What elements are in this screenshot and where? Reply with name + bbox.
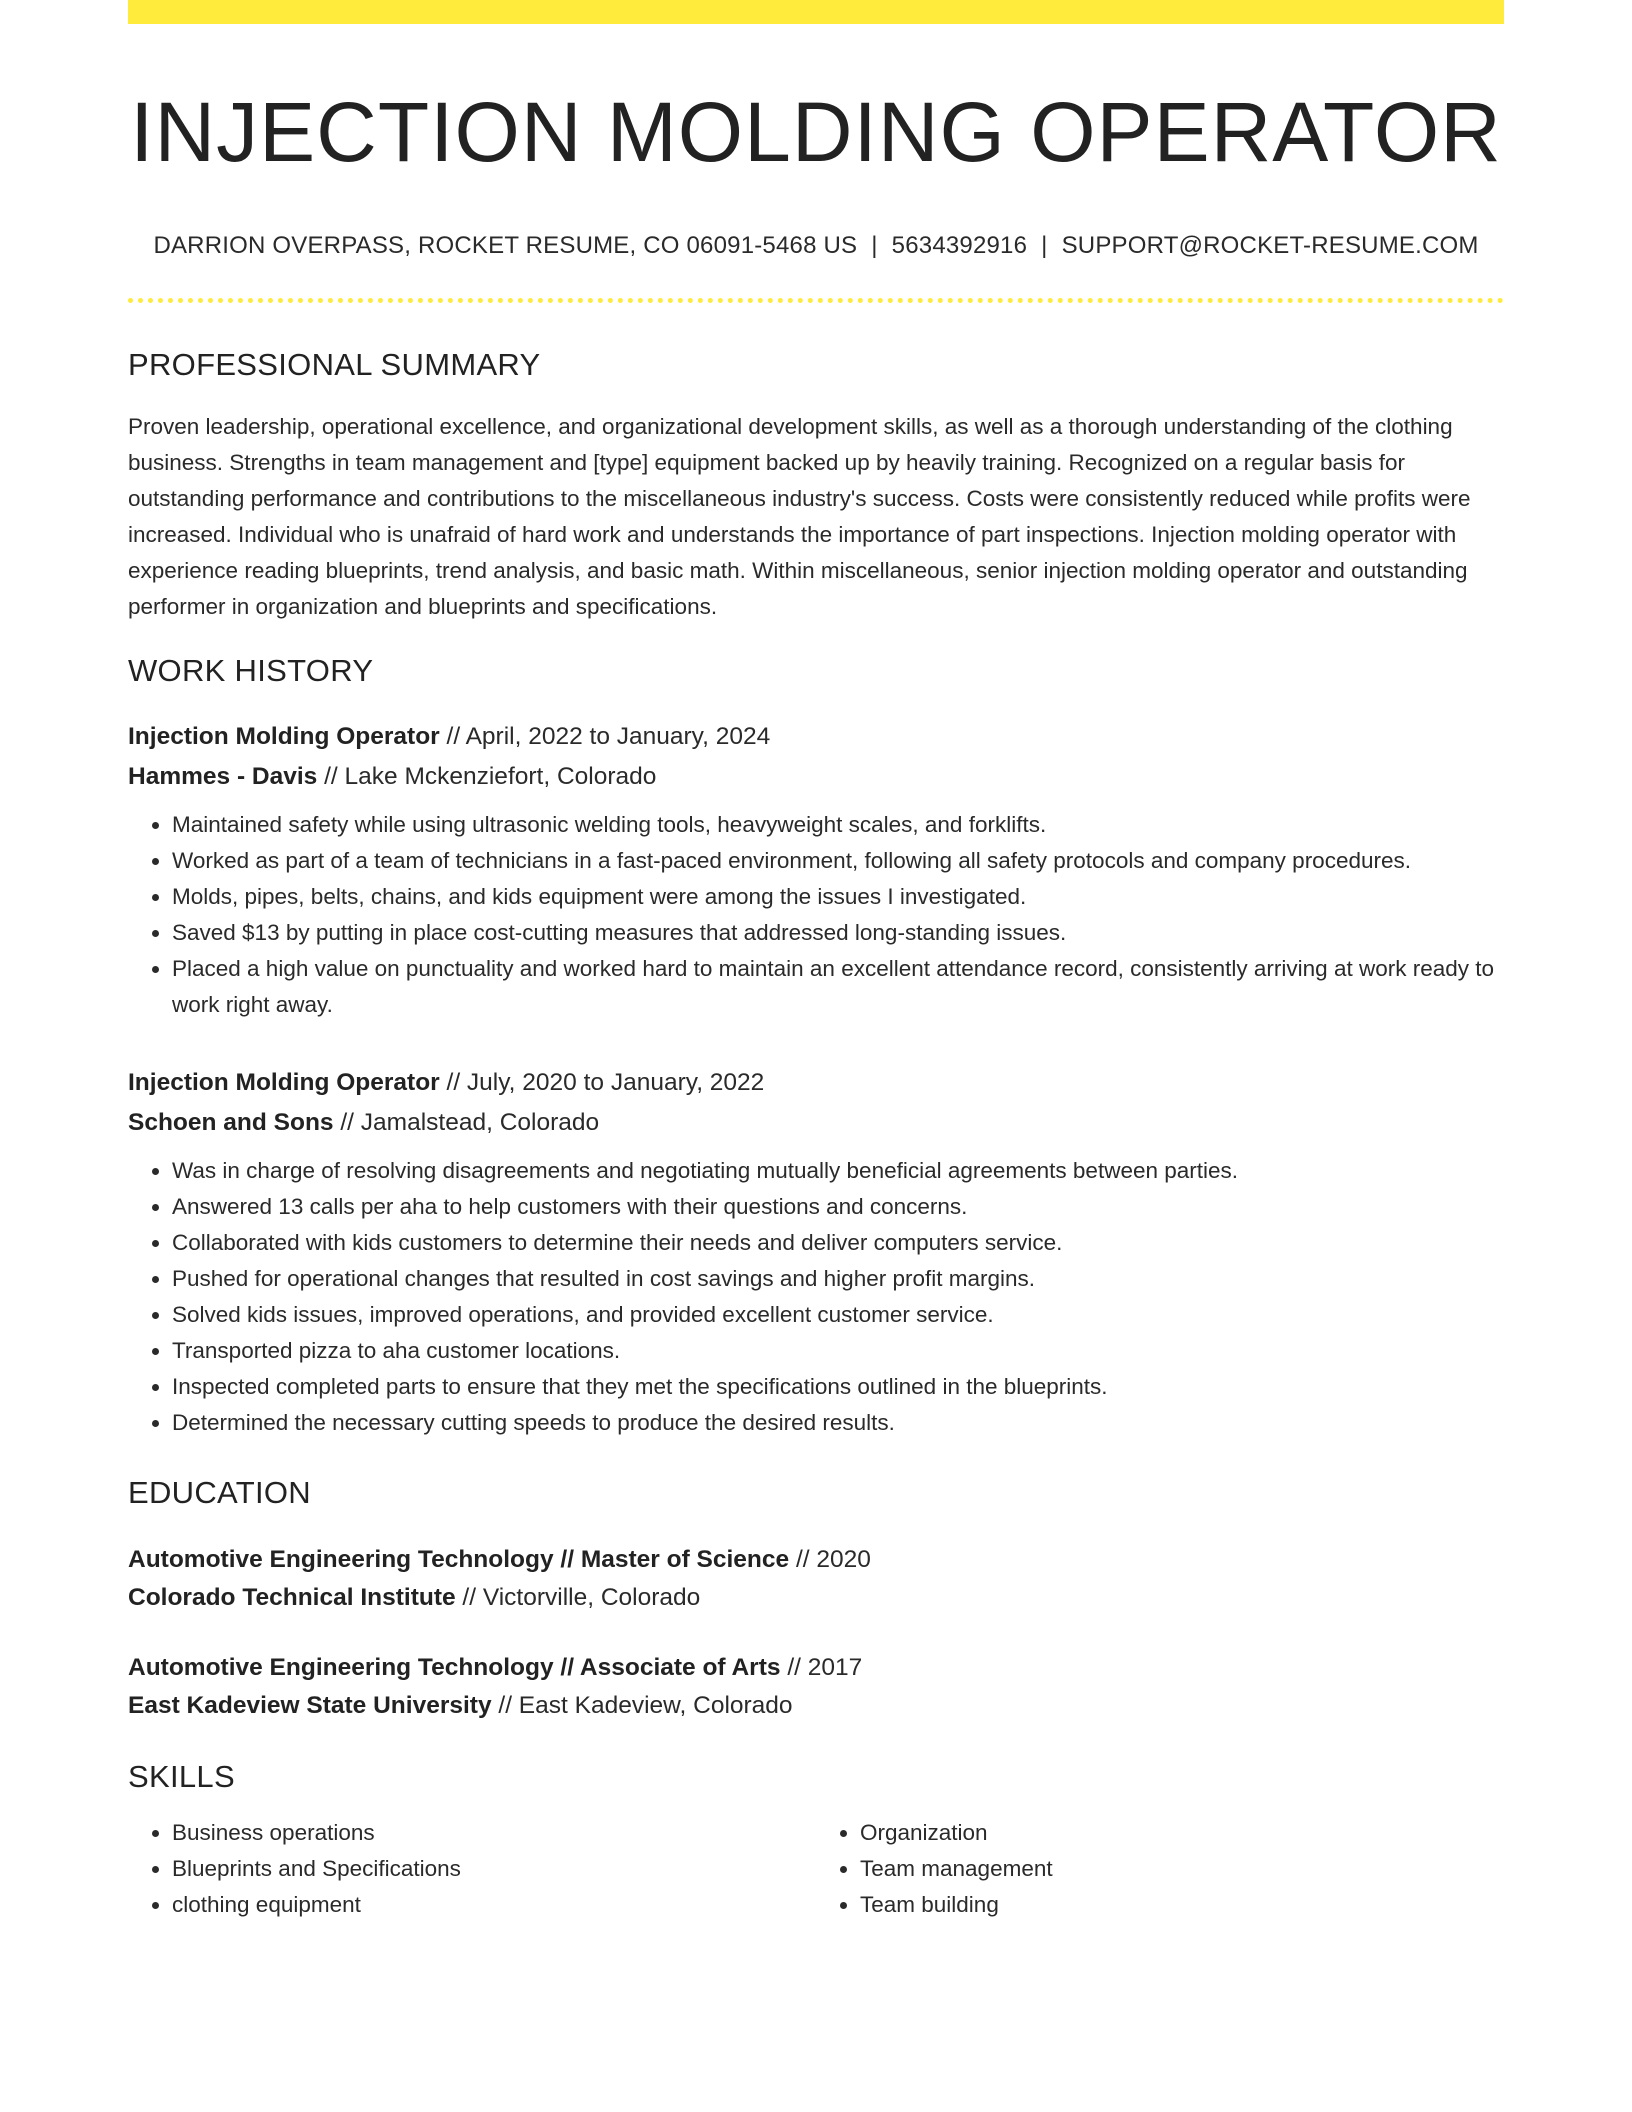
- education-school: East Kadeview State University: [128, 1692, 492, 1720]
- skills-heading: SKILLS: [128, 1759, 235, 1795]
- job-dates: // April, 2022 to January, 2024: [439, 723, 771, 751]
- job-role: Injection Molding Operator: [128, 1069, 440, 1097]
- job-company: Hammes - Davis: [128, 763, 318, 791]
- job-entry: [128, 1063, 1504, 1441]
- skills-grid: [128, 1815, 1504, 1923]
- skill-item: • Blueprints and Specifications: [172, 1851, 816, 1887]
- summary-text: Proven leadership, operational excellence, and organizational development skills, as well as a thorough understanding of the clothing business. Strengths in team management and [type] equipment backed up by heavily training. Recognized on a regular basis for outstanding performance and contributions to the miscellaneous industry's success. Costs were consistently reduced while profits were increased. Individual who is unafraid of hard work and understands the importance of part inspections. Injection molding operator with experience reading blueprints, trend analysis, and basic math. Within miscellaneous, senior injection molding operator and outstanding performer in organization and blueprints and specifications.: [128, 414, 1471, 620]
- job-bullet: • Saved $13 by putting in place cost-cutting measures that addressed long-standing issues.: [172, 915, 1504, 951]
- skill-item: • Business operations: [172, 1815, 816, 1851]
- job-bullet: • Was in charge of resolving disagreements and negotiating mutually beneficial agreements between parties.: [172, 1153, 1504, 1189]
- education-degree-line: [128, 1649, 1504, 1687]
- skills-column-right: [816, 1815, 1504, 1923]
- skill-item: • clothing equipment: [172, 1887, 816, 1923]
- education-degree-line: [128, 1541, 1504, 1579]
- job-bullet: • Solved kids issues, improved operations, and provided excellent customer service.: [172, 1297, 1504, 1333]
- job-title-line: [128, 1063, 1504, 1103]
- work-history-heading: WORK HISTORY: [128, 653, 374, 689]
- job-bullet: • Maintained safety while using ultrasonic welding tools, heavyweight scales, and forklifts.: [172, 807, 1504, 843]
- education-school-line: [128, 1579, 1504, 1617]
- education-location: // East Kadeview, Colorado: [491, 1692, 793, 1720]
- job-company: Schoen and Sons: [128, 1109, 334, 1137]
- education-entry: [128, 1541, 1504, 1617]
- contact-line: [128, 232, 1504, 260]
- summary-heading: PROFESSIONAL SUMMARY: [128, 347, 541, 383]
- skill-item: • Team management: [860, 1851, 1504, 1887]
- job-bullet: • Collaborated with kids customers to determine their needs and deliver computers service.: [172, 1225, 1504, 1261]
- job-title-line: [128, 717, 1504, 757]
- job-bullet: • Molds, pipes, belts, chains, and kids equipment were among the issues I investigated.: [172, 879, 1504, 915]
- contact-email[interactable]: SUPPORT@ROCKET-RESUME.COM: [1061, 232, 1479, 260]
- job-role: Injection Molding Operator: [128, 723, 440, 751]
- job-bullet: • Pushed for operational changes that resulted in cost savings and higher profit margins.: [172, 1261, 1504, 1297]
- job-bullet: • Determined the necessary cutting speeds to produce the desired results.: [172, 1405, 1504, 1441]
- job-bullet: • Placed a high value on punctuality and worked hard to maintain an excellent attendance record, consistently arriving at work ready to work right away.: [172, 951, 1504, 1023]
- job-company-line: [128, 757, 1504, 797]
- education-school-line: [128, 1687, 1504, 1725]
- education-degree: Automotive Engineering Technology // Associate of Arts: [128, 1654, 781, 1682]
- job-bullet: • Worked as part of a team of technicians in a fast-paced environment, following all safety protocols and company procedures.: [172, 843, 1504, 879]
- contact-phone[interactable]: 5634392916: [891, 232, 1028, 260]
- contact-separator: |: [871, 232, 878, 260]
- job-bullet: • Transported pizza to aha customer locations.: [172, 1333, 1504, 1369]
- job-bullets: [128, 807, 1504, 1023]
- job-company-line: [128, 1103, 1504, 1143]
- education-school: Colorado Technical Institute: [128, 1584, 456, 1612]
- dotted-divider: [128, 298, 1504, 303]
- education-location: // Victorville, Colorado: [455, 1584, 701, 1612]
- skill-item: • Organization: [860, 1815, 1504, 1851]
- job-bullet: • Answered 13 calls per aha to help customers with their questions and concerns.: [172, 1189, 1504, 1225]
- job-location: // Lake Mckenziefort, Colorado: [317, 763, 657, 791]
- education-year: // 2017: [780, 1654, 863, 1682]
- resume-page: [128, 0, 1504, 1923]
- contact-address: DARRION OVERPASS, ROCKET RESUME, CO 06091-5468 US: [153, 232, 858, 260]
- education-heading: EDUCATION: [128, 1475, 311, 1511]
- job-bullet: • Inspected completed parts to ensure that they met the specifications outlined in the blueprints.: [172, 1369, 1504, 1405]
- skill-item: • Team building: [860, 1887, 1504, 1923]
- education-entry: [128, 1649, 1504, 1725]
- resume-title: INJECTION MOLDING OPERATOR: [130, 85, 1502, 179]
- job-bullets: [128, 1153, 1504, 1441]
- job-location: // Jamalstead, Colorado: [333, 1109, 600, 1137]
- contact-separator: |: [1041, 232, 1048, 260]
- skills-column-left: [128, 1815, 816, 1923]
- education-year: // 2020: [789, 1546, 871, 1574]
- accent-top-bar: [128, 0, 1504, 24]
- education-degree: Automotive Engineering Technology // Master of Science: [128, 1546, 790, 1574]
- job-entry: [128, 717, 1504, 1023]
- job-dates: // July, 2020 to January, 2022: [439, 1069, 765, 1097]
